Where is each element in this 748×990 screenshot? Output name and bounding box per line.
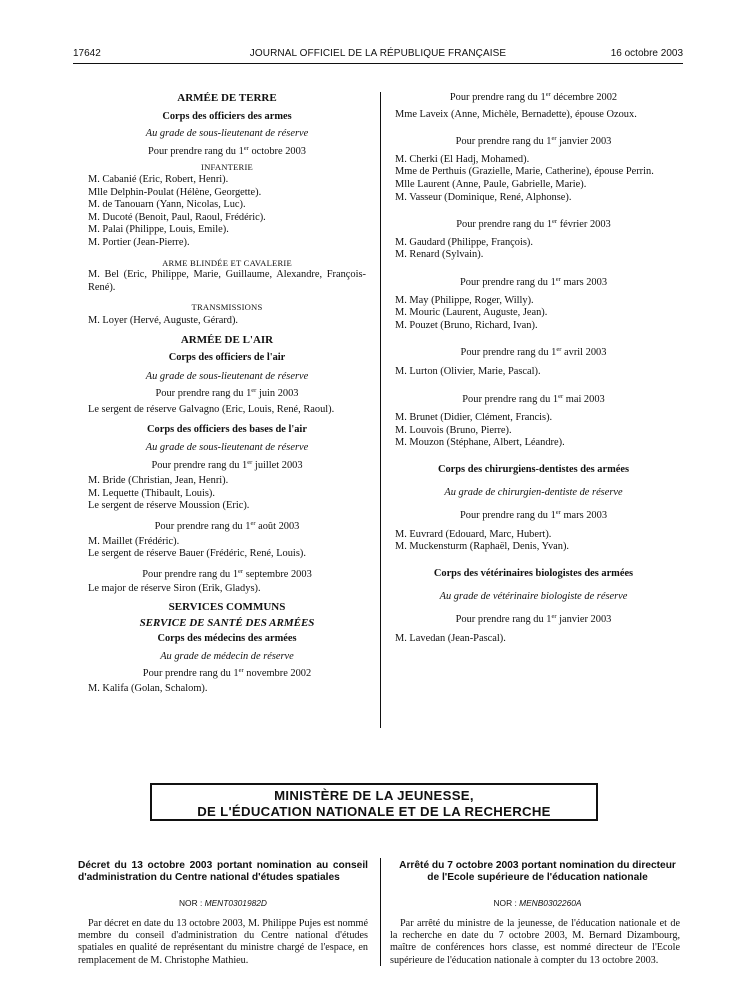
arrete-body: Par arrêté du ministre de la jeunesse, de l'éducation nationale et de la recherche en date du 7 octobre 2003, M. Bernard Dizambourg, maître de conférences hors classe, est nommé directeur de l'Ecole supérieure de l'éducation nationale à compter du 13 octobre 2003. — [390, 918, 680, 966]
ministry-line-1: MINISTÈRE DE LA JEUNESSE, — [274, 788, 474, 803]
column-divider — [380, 858, 381, 966]
grade-line: Au grade de vétérinaire biologiste de réserve — [439, 591, 628, 603]
list-item: Le sergent de réserve Bauer (Frédéric, René, Louis). — [88, 548, 306, 560]
list-item: Le major de réserve Siron (Erik, Gladys). — [88, 583, 261, 595]
section-heading: ARMÉE DE L'AIR — [180, 333, 274, 346]
decret-nor: NOR : MENT0301982D — [179, 898, 267, 908]
grade-line: Au grade de chirurgien-dentiste de réserve — [444, 487, 623, 499]
branch-heading: ARME BLINDÉE ET CAVALERIE — [162, 257, 292, 268]
list-item: M. Gaudard (Philippe, François). — [395, 236, 533, 248]
page-header — [73, 48, 683, 62]
list-item: M. Ducoté (Benoit, Paul, Raoul, Frédéric). — [88, 211, 266, 223]
branch-heading: INFANTERIE — [201, 162, 253, 173]
rank-date: Pour prendre rang du 1er juillet 2003 — [151, 458, 303, 471]
list-item: M. Cabanié (Eric, Robert, Henri). — [88, 173, 229, 185]
list-item: M. Mouzon (Stéphane, Albert, Léandre). — [395, 437, 565, 449]
list-item: Mme Laveix (Anne, Michèle, Bernadette), épouse Ozoux. — [395, 108, 637, 120]
corps-heading: Corps des officiers des bases de l'air — [147, 424, 307, 436]
corps-heading: Corps des officiers de l'air — [168, 352, 286, 364]
rank-date: Pour prendre rang du 1er août 2003 — [154, 520, 300, 533]
arrete-title: Arrêté du 7 octobre 2003 portant nomination du directeur de l'Ecole supérieure de l'éducation nationale — [399, 860, 676, 883]
page-number: 17642 — [73, 48, 101, 59]
grade-line: Au grade de sous-lieutenant de réserve — [145, 442, 309, 454]
corps-heading: Corps des chirurgiens-dentistes des armées — [437, 463, 630, 475]
rank-date: Pour prendre rang du 1er janvier 2003 — [455, 135, 612, 148]
corps-heading: Corps des médecins des armées — [157, 633, 297, 645]
ministry-heading-box — [150, 783, 598, 821]
rank-date: Pour prendre rang du 1er février 2003 — [456, 218, 611, 231]
list-item: M. Cherki (El Hadj, Mohamed). — [395, 153, 530, 165]
rank-date: Pour prendre rang du 1er mai 2003 — [462, 392, 605, 405]
rank-date: Pour prendre rang du 1er novembre 2002 — [142, 667, 312, 680]
rank-date: Pour prendre rang du 1er septembre 2003 — [142, 567, 312, 580]
list-item: M. Bel (Eric, Philippe, Marie, Guillaume, Alexandre, François-René). — [88, 269, 366, 293]
list-item: M. Lurton (Olivier, Marie, Pascal). — [395, 365, 541, 377]
list-item: M. Maillet (Frédéric). — [88, 535, 180, 547]
journal-title: JOURNAL OFFICIEL DE LA RÉPUBLIQUE FRANÇAISE — [249, 48, 507, 59]
list-item: M. Renard (Sylvain). — [395, 249, 484, 261]
list-item: M. Lavedan (Jean-Pascal). — [395, 632, 506, 644]
list-item: M. Lequette (Thibault, Louis). — [88, 487, 215, 499]
list-item: Mlle Laurent (Anne, Paule, Gabrielle, Marie). — [395, 178, 587, 190]
subsection-heading: SERVICE DE SANTÉ DES ARMÉES — [139, 616, 315, 629]
decret-title: Décret du 13 octobre 2003 portant nomination au conseil d'administration du Centre national d'études spatiales — [78, 860, 368, 883]
list-item: Le sergent de réserve Galvagno (Eric, Louis, René, Raoul). — [88, 403, 335, 415]
rank-date: Pour prendre rang du 1er juin 2003 — [155, 387, 299, 400]
list-item: Le sergent de réserve Moussion (Eric). — [88, 500, 250, 512]
rank-date: Pour prendre rang du 1er janvier 2003 — [455, 613, 612, 626]
list-item: M. Euvrard (Edouard, Marc, Hubert). — [395, 528, 552, 540]
list-item: M. Mouric (Laurent, Auguste, Jean). — [395, 307, 548, 319]
list-item: Mme de Perthuis (Grazielle, Marie, Catherine), épouse Perrin. — [395, 166, 654, 178]
list-item: M. Vasseur (Dominique, René, Alphonse). — [395, 191, 572, 203]
rank-date: Pour prendre rang du 1er mars 2003 — [459, 509, 608, 522]
list-item: M. Palai (Philippe, Louis, Emile). — [88, 224, 229, 236]
section-heading: ARMÉE DE TERRE — [177, 92, 277, 104]
list-item: Mlle Delphin-Poulat (Hélène, Georgette). — [88, 186, 262, 198]
corps-heading: Corps des officiers des armes — [162, 110, 292, 122]
list-item: M. Pouzet (Bruno, Richard, Ivan). — [395, 319, 538, 331]
rank-date: Pour prendre rang du 1er mars 2003 — [459, 275, 608, 288]
rank-date: Pour prendre rang du 1er octobre 2003 — [147, 144, 306, 157]
list-item: M. Kalifa (Golan, Schalom). — [88, 682, 208, 694]
issue-date: 16 octobre 2003 — [610, 48, 683, 59]
ministry-line-2: DE L'ÉDUCATION NATIONALE ET DE LA RECHERCHE — [197, 804, 551, 819]
left-column — [88, 92, 366, 696]
list-item: M. May (Philippe, Roger, Willy). — [395, 294, 534, 306]
list-item: M. Brunet (Didier, Clément, Francis). — [395, 412, 553, 424]
rank-date: Pour prendre rang du 1er avril 2003 — [460, 346, 607, 359]
section-heading: SERVICES COMMUNS — [168, 601, 286, 613]
arrete-nor: NOR : MENB0302260A — [493, 898, 582, 908]
column-divider — [380, 92, 381, 728]
grade-line: Au grade de sous-lieutenant de réserve — [145, 370, 309, 382]
grade-line: Au grade de médecin de réserve — [160, 650, 294, 662]
list-item: M. Louvois (Bruno, Pierre). — [395, 424, 512, 436]
list-item: M. Bride (Christian, Jean, Henri). — [88, 475, 229, 487]
list-item: M. Muckensturm (Raphaël, Denis, Yvan). — [395, 541, 570, 553]
list-item: M. Portier (Jean-Pierre). — [88, 236, 190, 248]
rank-date: Pour prendre rang du 1er décembre 2002 — [449, 91, 618, 103]
right-column — [395, 92, 672, 645]
header-rule — [73, 63, 683, 64]
branch-heading: TRANSMISSIONS — [191, 302, 263, 313]
grade-line: Au grade de sous-lieutenant de réserve — [145, 128, 309, 140]
list-item: M. de Tanouarn (Yann, Nicolas, Luc). — [88, 199, 246, 211]
corps-heading: Corps des vétérinaires biologistes des armées — [433, 567, 634, 579]
list-item: M. Loyer (Hervé, Auguste, Gérard). — [88, 314, 239, 326]
decret-body: Par décret en date du 13 octobre 2003, M. Philippe Pujes est nommé membre du conseil d'administration du Centre national d'études spatiales en qualité de représentant du ministre chargé de l'espace, en remplacement de M. Christophe Mathieu. — [78, 918, 368, 966]
